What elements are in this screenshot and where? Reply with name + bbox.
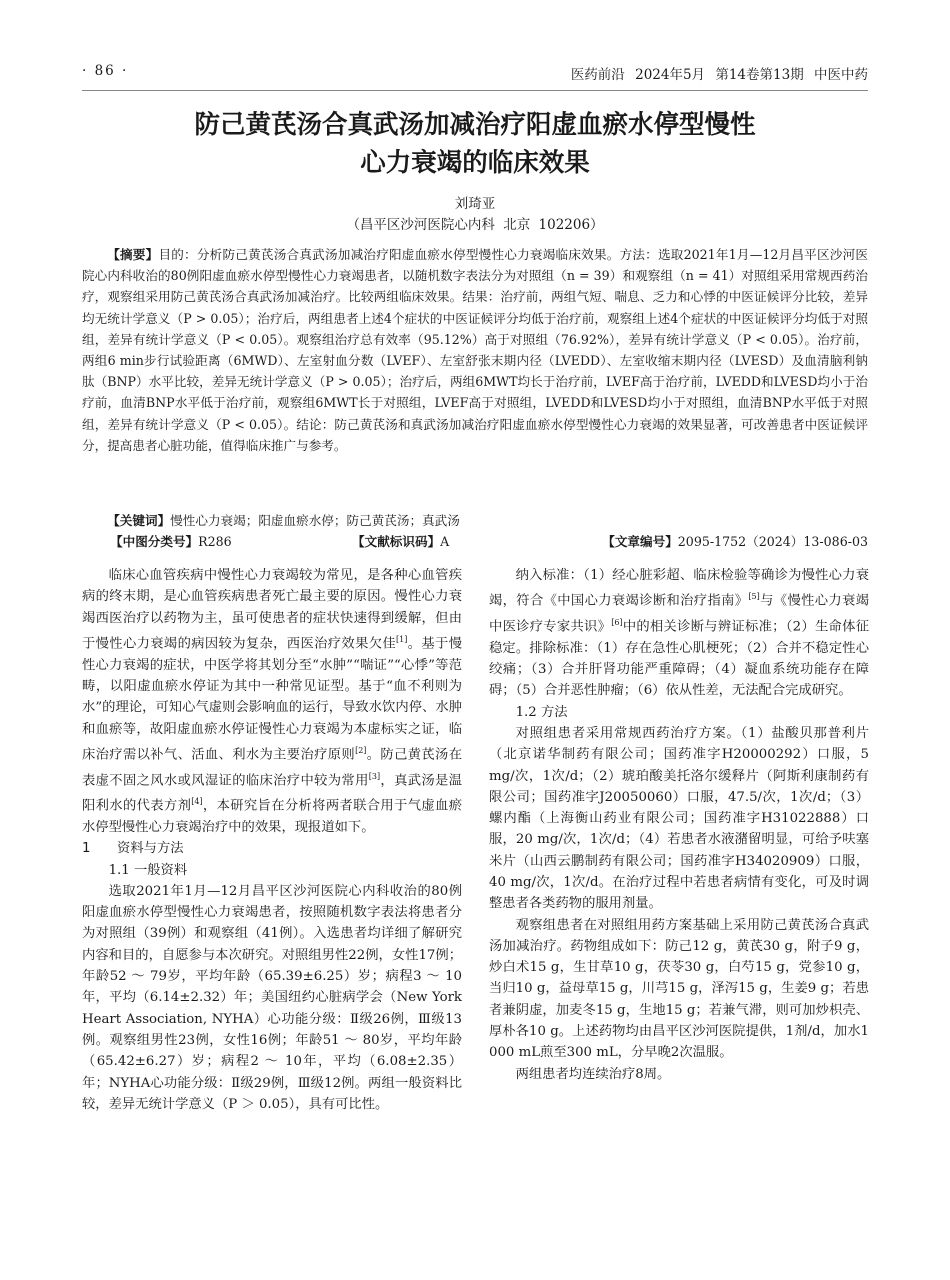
right-column bbox=[489, 565, 869, 1085]
document-code: 【文献标识码】A bbox=[352, 534, 450, 549]
affiliation: （昌平区沙河医院心内科 北京 102206） bbox=[346, 217, 604, 233]
title-line-1: 防己黄芪汤合真武汤加减治疗阳虚血瘀水停型慢性 bbox=[194, 110, 756, 140]
keywords bbox=[82, 510, 868, 531]
ref-4[interactable]: [4] bbox=[191, 797, 203, 807]
ref-3[interactable]: [3] bbox=[368, 771, 381, 781]
criteria-paragraph: 纳入标准：（1）经心脏彩超、临床检验等确诊为慢性心力衰竭，符合《中国心力衰竭诊断和治疗指南》[5]与《慢性心力衰竭中医诊疗专家共识》[6]中的相关诊断与辨证标准；（2）生命体征稳定。排除标准：（1）存在急性心肌梗死；（2）合并不稳定性心绞痛；（3）合并肝肾功能严重障碍；（4）凝血系统功能存在障碍；（5）合并恶性肿瘤；（6）依从性差，无法配合完成研究。 bbox=[489, 568, 870, 699]
journal-info: 医药前沿 2024年5月 第14卷第13期 中医中药 bbox=[570, 67, 868, 83]
running-header bbox=[82, 63, 868, 87]
abstract-text: 目的：分析防己黄芪汤合真武汤加减治疗阳虚血瘀水停型慢性心力衰竭临床效果。方法：选取2021年1月—12月昌平区沙河医院心内科收治的80例阳虚血瘀水停型慢性心力衰竭患者，以随机数字表法分为对照组（n = 39）和观察组（n = 41）对照组采用常规西药治疗，观察组采用防己黄芪汤合真武汤加减治疗。比较两组临床效果。结果：治疗前，两组气短、喘息、乏力和心悸的中医证候评分比较，差异均无统计学意义（P > 0.05）；治疗后，两组患者上述4个症状的中医证候评分均低于治疗前，观察组上述4个症状的中医证候评分均低于对照组，差异有统计学意义（P < 0.05）。观察组治疗总有效率（95.12%）高于对照组（76.92%），差异有统计学意义（P < 0.05）。治疗前，两组6 min步行试验距离（6MWD）、左室射血分数（LVEF）、左室舒张末期内径（LVEDD）、左室收缩末期内径（LVESD）及血清脑利钠肽（BNP）水平比较，差异无统计学意义（P > 0.05）；治疗后，两组6MWT均长于治疗前，LVEF高于治疗前，LVEDD和LVESD均小于治疗前，血清BNP水平低于治疗前，观察组6MWT长于对照组，LVEF高于对照组，LVEDD和LVESD均小于对照组，血清BNP水平低于对照组，差异有统计学意义（P < 0.05）。结论：防己黄芪汤和真武汤加减治疗阳虚血瘀水停型慢性心力衰竭的效果显著，可改善患者中医证候评分，提高患者心脏功能，值得临床推广与参考。 bbox=[82, 247, 869, 453]
observation-method-paragraph: 观察组患者在对照组用药方案基础上采用防己黄芪汤合真武汤加减治疗。药物组成如下：防己12 g，黄芪30 g，附子9 g，炒白术15 g，生甘草10 g，茯苓30 g，白芍15 g，党参10 g，当归10 g，益母草15 g，川芎15 g，泽泻15 g，生姜9 g；若患者兼阴虚，加麦冬15 g，生地15 g；若兼气滞，则可加炒枳壳、厚朴各10 g。上述药物均由昌平区沙河医院提供，1剂/d，加水1 000 mL煎至300 mL，分早晚2次温服。 bbox=[489, 917, 869, 1061]
intro-paragraph: 临床心血管疾病中慢性心力衰竭较为常见，是各种心血管疾病的终末期，是心血管疾病患者死亡最主要的原因。慢性心力衰竭西医治疗以药物为主，虽可使患者的症状快速得到缓解，但由于慢性心力衰竭的病因较为复杂，西医治疗效果欠佳[1]。基于慢性心力衰竭的症状，中医学将其划分至“水肿”“喘证”“心悸”等范畴，以阳虚血瘀水停证为其中一种常见证型。基于“血不利则为水”的理论，可知心气虚则会影响血的运行，导致水饮内停、水肿和血瘀等，故阳虚血瘀水停证慢性心力衰竭为本虚标实之证，临床治疗需以补气、活血、利水为主要治疗原则[2]。防己黄芪汤在表虚不固之风水或风湿证的临床治疗中较为常用[3]，真武汤是温阳利水的代表方剂[4]，本研究旨在分析将两者联合用于气虚血瘀水停型慢性心力衰竭治疗中的效果，现报道如下。 bbox=[82, 568, 463, 835]
keywords-text: 慢性心力衰竭；阳虚血瘀水停；防己黄芪汤；真武汤 bbox=[170, 513, 460, 528]
ref-6[interactable]: [6] bbox=[611, 618, 623, 628]
general-data-paragraph: 选取2021年1月—12月昌平区沙河医院心内科收治的80例阳虚血瘀水停型慢性心力衰竭患者，按照随机数字表法将患者分为对照组（39例）和观察组（41例）。入选患者均详细了解研究内容和目的，自愿参与本次研究。对照组男性22例，女性17例；年龄52 ～ 79岁，平均年龄（65.39±6.25）岁；病程3 ～ 10年，平均（6.14±2.32）年；美国纽约心脏病学会（New York Heart Association, NYHA）心功能分级：Ⅱ级26例，Ⅲ级13例。观察组男性23例，女性16例；年龄51 ～ 80岁，平均年龄（65.42±6.27）岁；病程2 ～ 10年，平均（6.08±2.35）年；NYHA心功能分级：Ⅱ级29例，Ⅲ级12例。两组一般资料比较，差异无统计学意义（P ＞ 0.05），具有可比性。 bbox=[82, 883, 462, 1112]
subsection-heading-1-1: 1.1 一般资料 bbox=[108, 862, 188, 878]
subsection-heading-1-2: 1.2 方法 bbox=[515, 704, 568, 720]
classification-line bbox=[82, 531, 868, 552]
article-title bbox=[82, 106, 868, 182]
section-heading-1: 1 资料与方法 bbox=[82, 841, 184, 857]
keywords-label: 【关键词】 bbox=[107, 513, 171, 528]
ref-5[interactable]: [5] bbox=[748, 592, 760, 602]
author: 刘琦亚 bbox=[454, 196, 496, 212]
left-column bbox=[82, 565, 462, 1115]
ref-2[interactable]: [2] bbox=[355, 745, 367, 755]
ref-1[interactable]: [1] bbox=[396, 634, 408, 644]
abstract bbox=[82, 244, 868, 456]
duration-paragraph: 两组患者均连续治疗8周。 bbox=[515, 1066, 671, 1082]
header-rule bbox=[82, 90, 868, 91]
article-number: 【文章编号】2095-1752（2024）13-086-03 bbox=[602, 534, 868, 549]
page-number: · 86 · bbox=[82, 63, 129, 79]
clc-number: 【中图分类号】R286 bbox=[110, 534, 232, 549]
abstract-label: 【摘要】 bbox=[107, 247, 159, 262]
title-line-2: 心力衰竭的临床效果 bbox=[360, 148, 590, 178]
control-method-paragraph: 对照组患者采用常规西药治疗方案。（1）盐酸贝那普利片（北京诺华制药有限公司；国药准字H20000292）口服，5 mg/次，1次/d；（2）琥珀酸美托洛尔缓释片（阿斯利康制药有限公司；国药准字J20050060）口服，47.5/次，1次/d；（3）螺内酯（上海衡山药业有限公司；国药准字H31022888）口服，20 mg/次，1次/d；（4）若患者水液潴留明显，可给予呋塞米片（山西云鹏制药有限公司；国药准字H34020909）口服，40 mg/次，1次/d。在治疗过程中若患者病情有变化，可及时调整患者各类药物的服用剂量。 bbox=[489, 725, 869, 912]
